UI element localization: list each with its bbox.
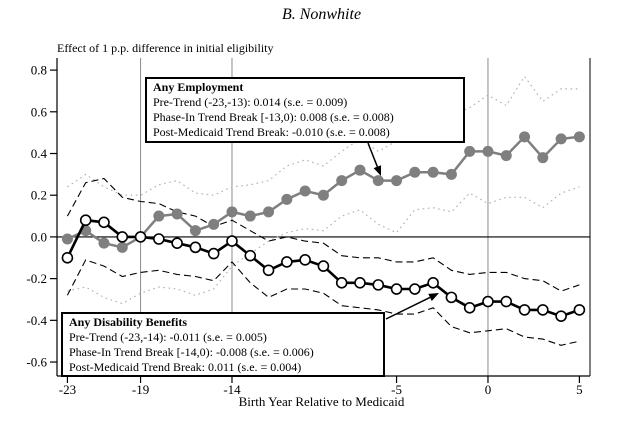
data-point-any-employment (300, 186, 311, 197)
data-point-any-employment (373, 175, 384, 186)
data-point-any-disability-benefits (245, 251, 255, 261)
chart-subtitle: Effect of 1 p.p. difference in initial eligibility (57, 41, 274, 55)
data-point-any-employment (153, 211, 164, 222)
data-point-any-employment (556, 133, 567, 144)
data-point-any-employment (464, 146, 475, 157)
data-point-any-disability-benefits (483, 297, 493, 307)
data-point-any-employment (409, 167, 420, 178)
data-point-any-disability-benefits (136, 232, 146, 242)
data-point-any-disability-benefits (81, 215, 91, 225)
data-point-any-disability-benefits (209, 249, 219, 259)
data-point-any-employment (208, 219, 219, 230)
data-point-any-disability-benefits (264, 265, 274, 275)
data-point-any-employment (117, 242, 128, 253)
y-tick-label: -0.4 (26, 312, 47, 328)
data-point-any-employment (446, 169, 457, 180)
data-point-any-disability-benefits (538, 305, 548, 315)
data-point-any-disability-benefits (410, 284, 420, 294)
annotation-box-any-employment (145, 77, 465, 143)
data-point-any-disability-benefits (318, 261, 328, 271)
x-tick-label: -14 (223, 382, 241, 397)
data-point-any-employment (98, 238, 109, 249)
data-point-any-disability-benefits (373, 280, 383, 290)
data-point-any-employment (428, 167, 439, 178)
annotation-line: Post-Medicaid Trend Break: 0.011 (s.e. = 0.004) (69, 360, 302, 374)
data-point-any-employment (190, 225, 201, 236)
data-point-any-employment (482, 146, 493, 157)
data-point-any-employment (172, 208, 183, 219)
data-point-any-employment (263, 206, 274, 217)
y-tick-label: 0.2 (30, 187, 47, 203)
data-point-any-employment (537, 152, 548, 163)
y-tick-label: 0.4 (30, 146, 47, 162)
x-tick-label: -5 (391, 382, 402, 397)
y-tick-label: 0.6 (30, 104, 47, 120)
x-axis-label: Birth Year Relative to Medicaid (238, 394, 405, 409)
data-point-any-disability-benefits (62, 253, 72, 263)
data-point-any-disability-benefits (556, 311, 566, 321)
data-point-any-employment (574, 131, 585, 142)
data-point-any-disability-benefits (99, 217, 109, 227)
data-point-any-disability-benefits (465, 303, 475, 313)
data-point-any-employment (281, 194, 292, 205)
data-point-any-disability-benefits (154, 234, 164, 244)
data-point-any-disability-benefits (117, 232, 127, 242)
annotation-title: Any Disability Benefits (69, 315, 188, 329)
annotation-line: Post-Medicaid Trend Break: -0.010 (s.e. = 0.008) (153, 125, 390, 139)
x-tick-label: -19 (131, 382, 150, 397)
data-point-any-disability-benefits (520, 305, 530, 315)
data-point-any-employment (318, 190, 329, 201)
data-point-any-disability-benefits (172, 238, 182, 248)
data-point-any-disability-benefits (355, 278, 365, 288)
data-point-any-employment (62, 233, 73, 244)
data-point-any-disability-benefits (337, 278, 347, 288)
annotation-title: Any Employment (153, 80, 244, 94)
x-tick-label: -23 (58, 382, 77, 397)
data-point-any-employment (519, 131, 530, 142)
x-tick-label: 5 (576, 382, 583, 397)
series-line-any-employment-ci-lower (67, 187, 579, 304)
annotation-line: Phase-In Trend Break [-13,0): 0.008 (s.e. = 0.008) (153, 110, 394, 124)
data-point-any-disability-benefits (501, 297, 511, 307)
annotation-line: Pre-Trend (-23,-13): 0.014 (s.e. = 0.009) (153, 95, 348, 109)
data-point-any-disability-benefits (392, 284, 402, 294)
x-tick-label: 0 (484, 382, 492, 397)
data-point-any-employment (391, 175, 402, 186)
data-point-any-employment (336, 175, 347, 186)
data-point-any-employment (501, 150, 512, 161)
y-tick-label: 0.0 (30, 229, 47, 245)
data-point-any-employment (226, 206, 237, 217)
annotation-line: Pre-Trend (-23,-14): -0.011 (s.e. = 0.005) (69, 330, 267, 344)
data-point-any-disability-benefits (428, 278, 438, 288)
annotation-line: Phase-In Trend Break [-14,0): -0.008 (s.e. = 0.006) (69, 345, 314, 359)
data-point-any-employment (354, 165, 365, 176)
y-tick-label: -0.6 (26, 354, 47, 370)
chart-title: B. Nonwhite (281, 6, 362, 23)
data-point-any-disability-benefits (574, 305, 584, 315)
data-point-any-disability-benefits (300, 255, 310, 265)
data-point-any-employment (245, 211, 256, 222)
data-point-any-disability-benefits (282, 257, 292, 267)
annotation-box-any-disability-benefits (61, 312, 385, 377)
data-point-any-disability-benefits (446, 292, 456, 302)
data-point-any-disability-benefits (227, 236, 237, 246)
y-tick-label: -0.2 (26, 271, 47, 287)
y-tick-label: 0.8 (30, 62, 47, 78)
data-point-any-disability-benefits (190, 242, 200, 252)
